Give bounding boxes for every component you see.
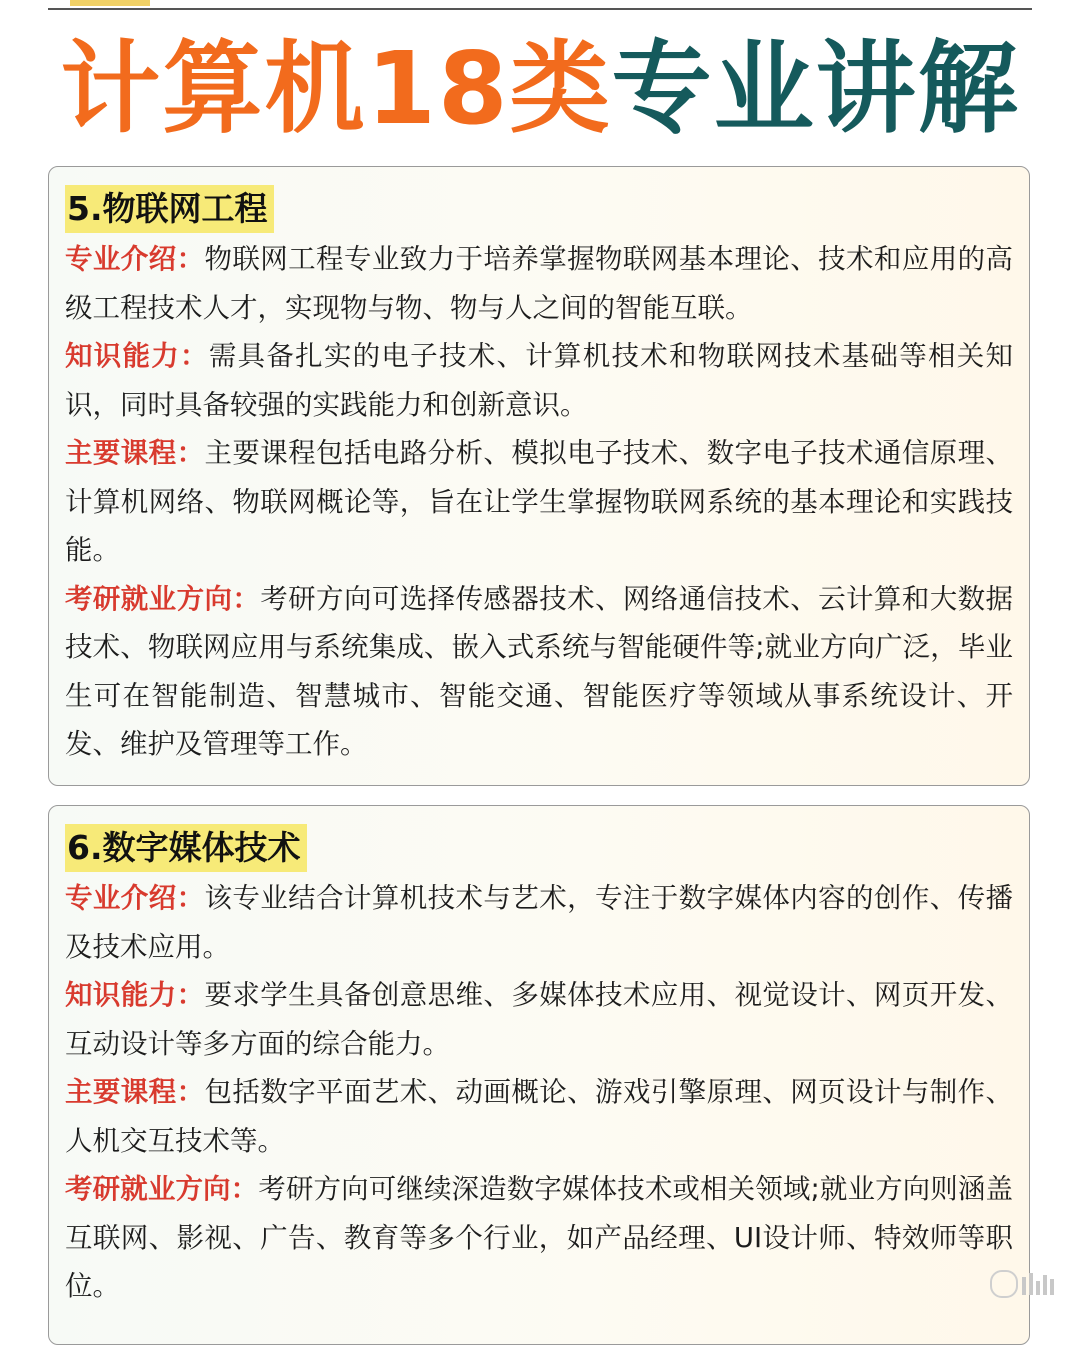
courses-label: 主要课程： bbox=[65, 437, 205, 469]
logo-fragment bbox=[70, 0, 150, 6]
courses-text: 主要课程包括电路分析、模拟电子技术、数字电子技术通信原理、计算机网络、物联网概论等，旨在让学生掌握物联网系统的基本理论和实践技能。 bbox=[65, 437, 1014, 566]
career-paragraph bbox=[65, 575, 1013, 769]
section-card-digital-media bbox=[48, 805, 1030, 1345]
courses-label: 主要课程： bbox=[65, 1076, 205, 1108]
watermark-icon bbox=[990, 1270, 1018, 1298]
career-text: 考研方向可选择传感器技术、网络通信技术、云计算和大数据技术、物联网应用与系统集成、嵌入式系统与智能硬件等;就业方向广泛，毕业生可在智能制造、智慧城市、智能交通、智能医疗等领域从事系统设计、开发、维护及管理等工作。 bbox=[65, 582, 1014, 760]
watermark-bars-icon bbox=[1022, 1273, 1054, 1295]
skills-paragraph bbox=[65, 332, 1013, 429]
section-title: 5.物联网工程 bbox=[65, 185, 274, 233]
courses-paragraph bbox=[65, 429, 1013, 575]
courses-paragraph bbox=[65, 1068, 1013, 1165]
skills-paragraph bbox=[65, 971, 1013, 1068]
section-card-iot bbox=[48, 166, 1030, 786]
intro-paragraph bbox=[65, 874, 1013, 971]
intro-text: 该专业结合计算机技术与艺术，专注于数字媒体内容的创作、传播及技术应用。 bbox=[65, 882, 1014, 963]
top-divider bbox=[48, 8, 1032, 10]
career-text: 考研方向可继续深造数字媒体技术或相关领域;就业方向则涵盖互联网、影视、广告、教育等多个行业，如产品经理、UI设计师、特效师等职位。 bbox=[65, 1173, 1014, 1302]
career-paragraph bbox=[65, 1165, 1013, 1311]
skills-text: 要求学生具备创意思维、多媒体技术应用、视觉设计、网页开发、互动设计等多方面的综合能力。 bbox=[65, 979, 1014, 1060]
intro-paragraph bbox=[65, 235, 1013, 332]
page-title bbox=[0, 30, 1080, 148]
skills-label: 知识能力： bbox=[65, 979, 205, 1011]
intro-label: 专业介绍： bbox=[65, 243, 205, 275]
watermark bbox=[990, 1270, 1054, 1298]
intro-text: 物联网工程专业致力于培养掌握物联网基本理论、技术和应用的高级工程技术人才，实现物与物、物与人之间的智能互联。 bbox=[65, 243, 1014, 324]
career-label: 考研就业方向： bbox=[65, 1173, 259, 1205]
intro-label: 专业介绍： bbox=[65, 882, 205, 914]
courses-text: 包括数字平面艺术、动画概论、游戏引擎原理、网页设计与制作、人机交互技术等。 bbox=[65, 1076, 1014, 1157]
career-label: 考研就业方向： bbox=[65, 582, 261, 615]
skills-label: 知识能力： bbox=[65, 340, 209, 372]
skills-text: 需具备扎实的电子技术、计算机技术和物联网技术基础等相关知识，同时具备较强的实践能力和创新意识。 bbox=[65, 340, 1013, 421]
page-title-part1: 计算机18类 bbox=[60, 30, 612, 147]
section-title: 6.数字媒体技术 bbox=[65, 824, 307, 872]
page-title-part2: 专业讲解 bbox=[611, 30, 1020, 147]
